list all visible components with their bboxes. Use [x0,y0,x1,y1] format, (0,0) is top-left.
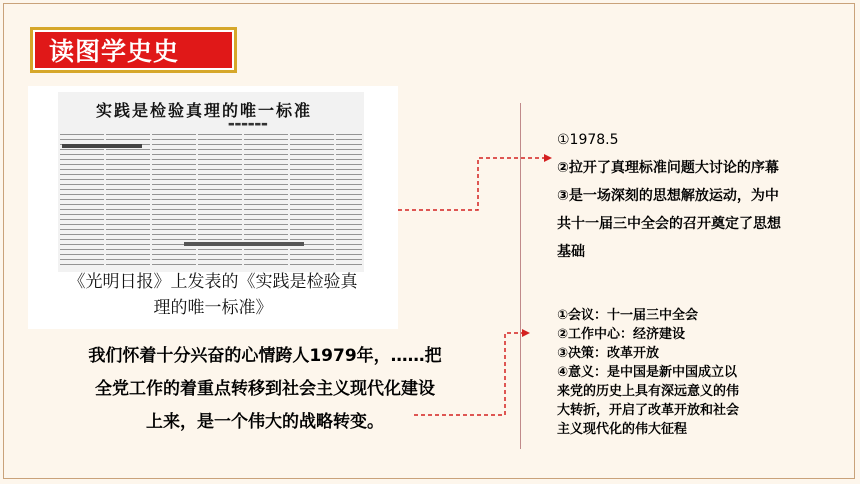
panel-bottom-item2: ②工作中心：经济建设 [557,327,686,342]
connector-arrow-top [398,158,548,210]
panel-top [557,126,857,266]
quote-line3: 上来，是一个伟大的战略转变。 [146,412,384,432]
panel-bottom-item4d: 主义现代化的伟大征程 [557,422,688,437]
connector-arrow-bottom [414,333,524,415]
panel-bottom-item1: ①会议：十一届三中全会 [557,308,699,323]
panel-top-item1: ①1978.5 [557,132,619,148]
panel-top-item3b: 共十一届三中全会的召开奠定了思想 [557,216,781,232]
panel-bottom [557,306,837,439]
quote-line1: 我们怀着十分兴奋的心情跨人1979年，……把 [88,346,442,366]
page-title: 读图学史史 [49,37,180,66]
panel-bottom-item3: ③决策：改革开放 [557,346,660,361]
figure-caption-line1: 《光明日报》上发表的《实践是检验真 [68,272,358,292]
arrow-head-icon [544,154,552,162]
panel-bottom-item4b: 来党的历史上具有深远意义的伟 [557,384,740,399]
panel-bottom-item4a: ④意义：是中国是新中国成立以 [557,365,738,380]
panel-bottom-item4c: 大转折，开启了改革开放和社会 [557,403,740,418]
arrow-head-icon [522,329,530,337]
newspaper-headline: 实践是检验真理的唯一标准 [96,101,313,120]
panel-top-item3a: ③是一场深刻的思想解放运动，为中 [557,188,779,204]
figure-caption-line2: 理的唯一标准》 [153,298,273,318]
quote-line2: 全党工作的着重点转移到社会主义现代化建设 [95,379,435,399]
panel-top-item3c: 基础 [557,244,585,260]
panel-top-item2: ②拉开了真理标准问题大讨论的序幕 [557,160,779,176]
newspaper-byline: ▬▬▬▬▬▬ [228,120,268,128]
